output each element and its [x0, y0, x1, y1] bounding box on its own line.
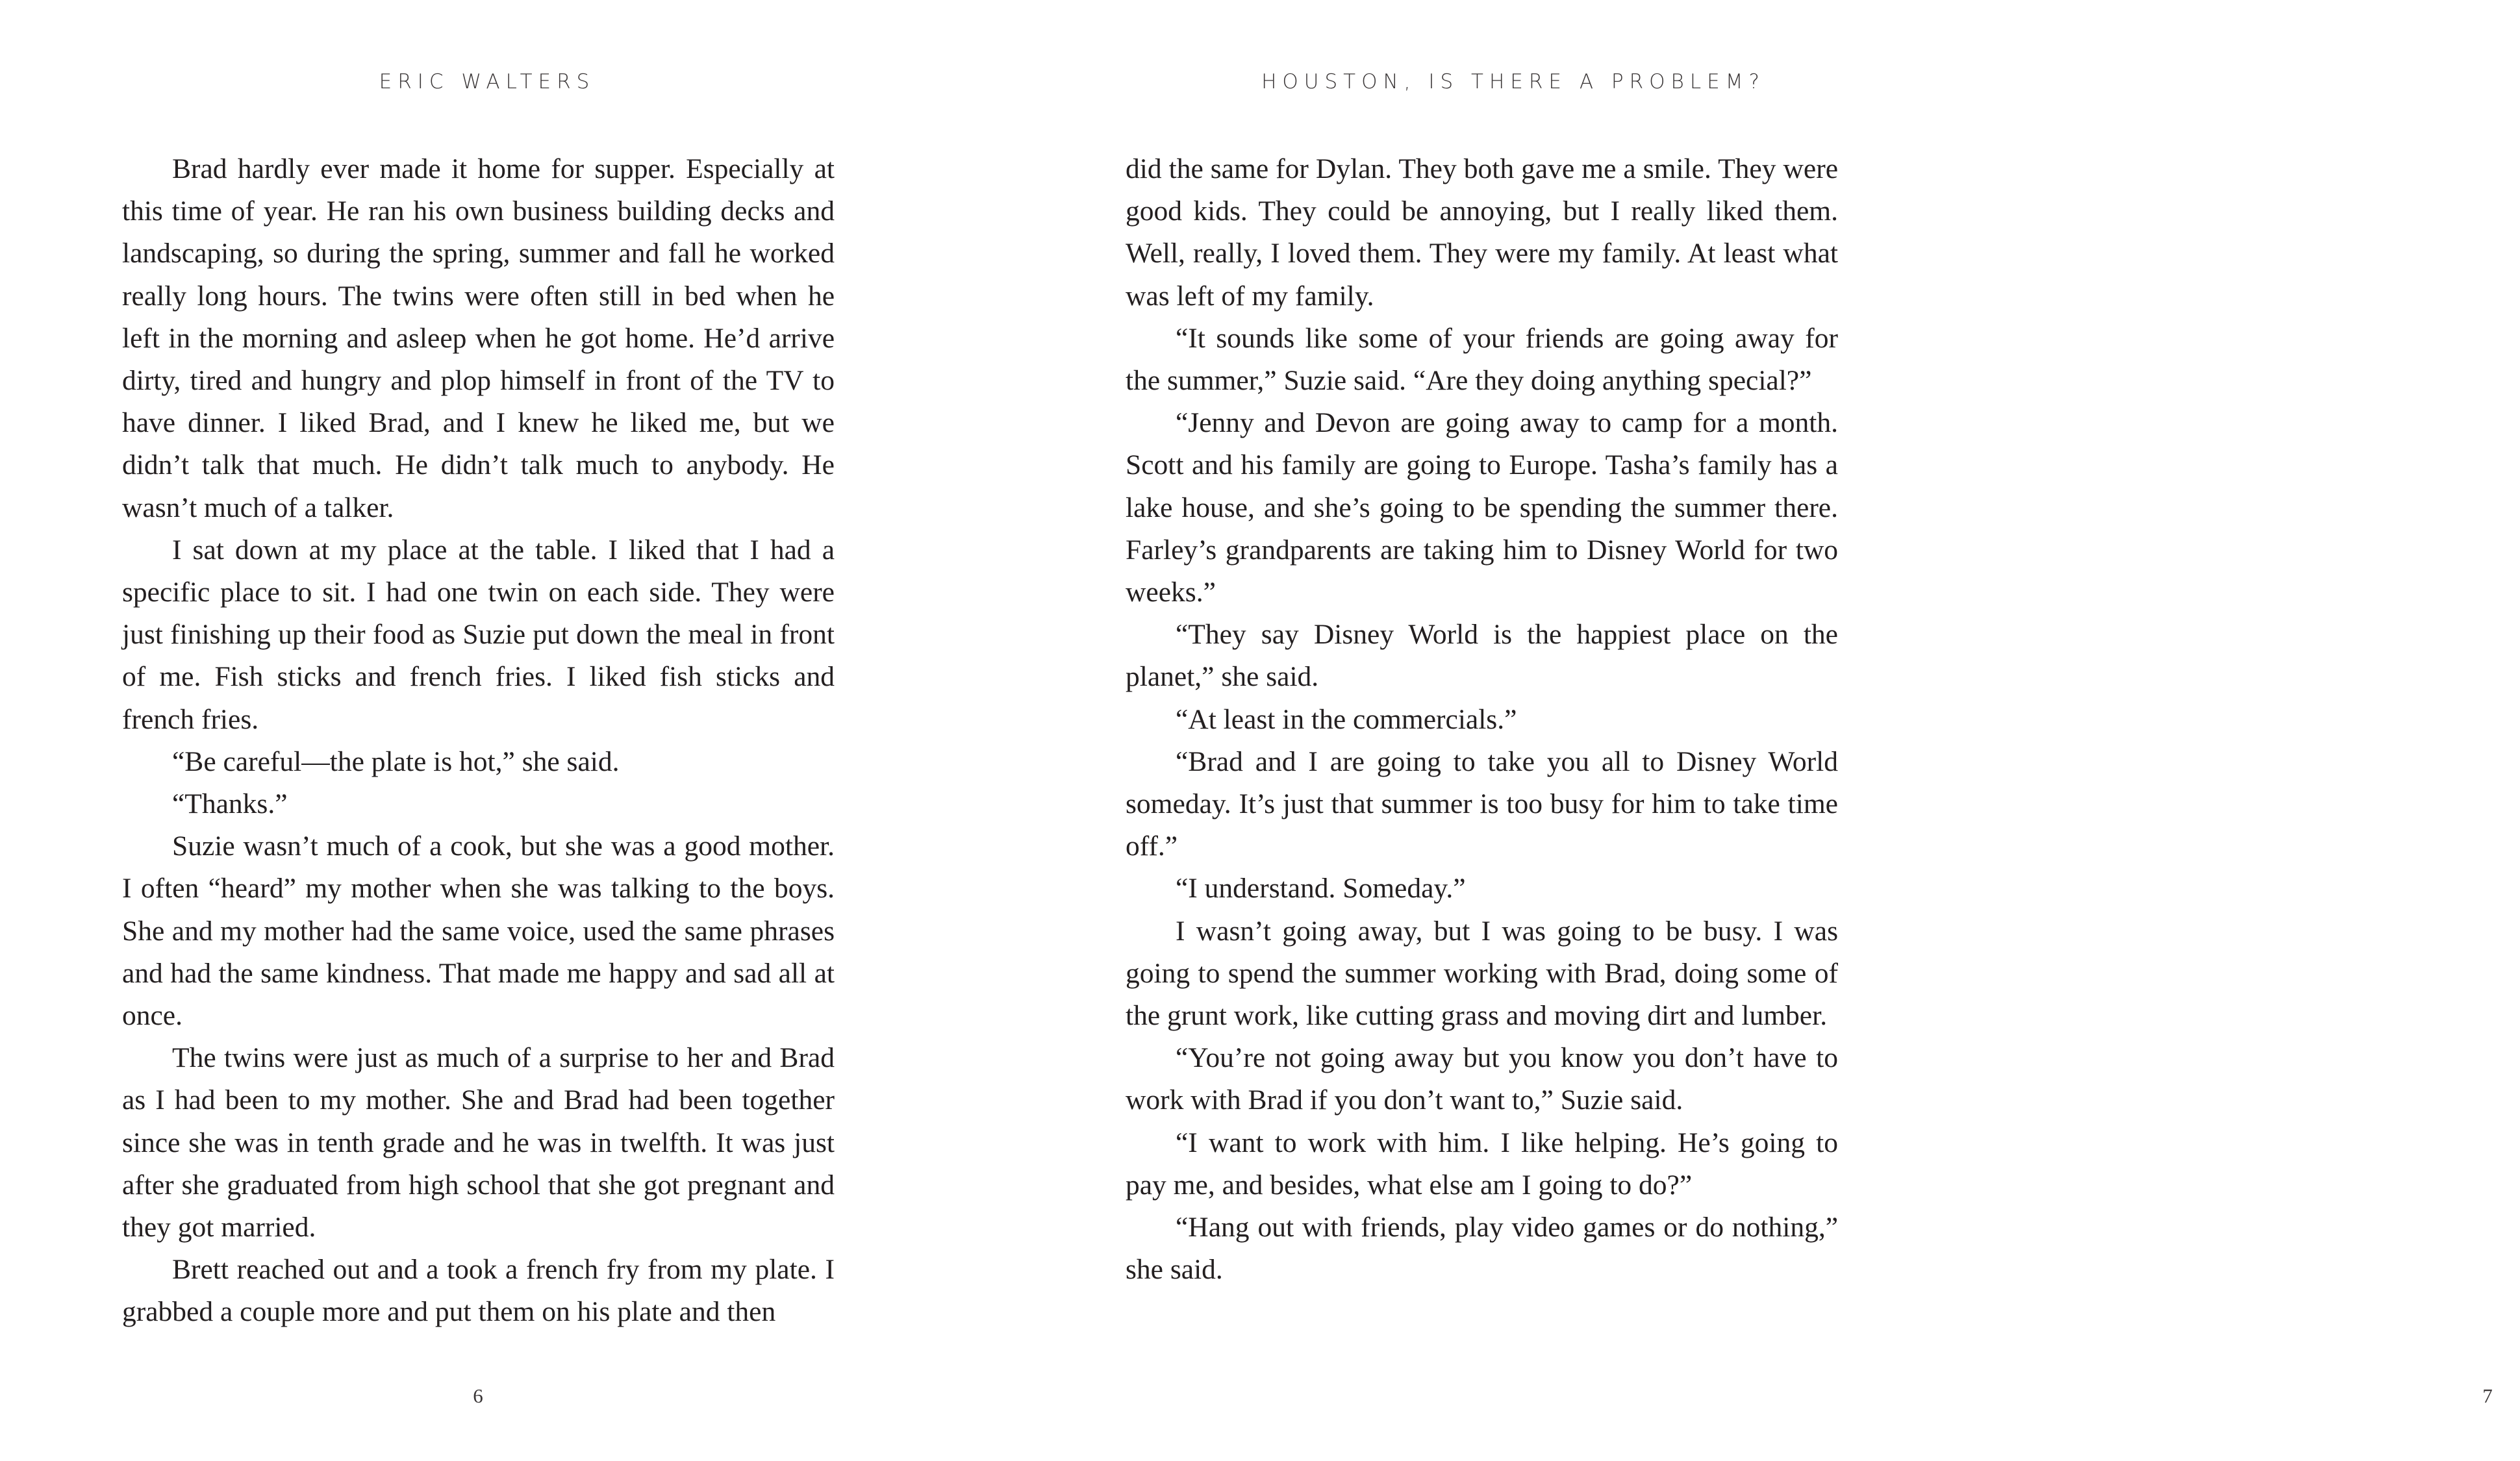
paragraph: Brett reached out and a took a french fry from my plate. I grabbed a couple more and put them on his plate and then [122, 1254, 835, 1328]
paragraph: “Thanks.” [172, 788, 288, 820]
paragraph: “Be careful—the plate is hot,” she said. [172, 745, 620, 777]
paragraph: “I want to work with him. I like helping. He’s going to pay me, and besides, what else am I going to do?” [1126, 1127, 1838, 1201]
right-page [974, 0, 2493, 1461]
left-page [0, 0, 974, 1461]
paragraph: “I understand. Someday.” [1176, 873, 1466, 905]
paragraph: “It sounds like some of your friends are going away for the summer,” Suzie said. “Are they doing anything special?” [1126, 322, 1838, 397]
paragraph: The twins were just as much of a surprise to her and Brad as I had been to my mother. She and Brad had been together since she was in tenth grade and he was in twelfth. It was just after she graduated from high school that she got pregnant and they got married. [122, 1042, 835, 1243]
paragraph: “They say Disney World is the happiest place on the planet,” she said. [1126, 619, 1838, 693]
body-text-right [1126, 148, 1838, 1291]
paragraph: I sat down at my place at the table. I liked that I had a specific place to sit. I had one twin on each side. They were just finishing up their food as Suzie put down the meal in front of me. Fish sticks and french fries. I liked fish sticks and french fries. [122, 534, 835, 735]
paragraph: “You’re not going away but you know you don’t have to work with Brad if you don’t want to,” Suzie said. [1126, 1042, 1838, 1116]
running-head-author: ERIC WALTERS [379, 70, 596, 94]
page-number: 7 [2482, 1384, 2493, 1407]
paragraph: I wasn’t going away, but I was going to be busy. I was going to spend the summer working with Brad, doing some of the grunt work, like cutting grass and moving dirt and lumber. [1126, 915, 1838, 1032]
paragraph: “At least in the commercials.” [1176, 703, 1517, 735]
paragraph: Suzie wasn’t much of a cook, but she was a good mother. I often “heard” my mother when she was talking to the boys. She and my mother had the same voice, used the same phrases and had the same kindness. That made me happy and sad all at once. [122, 830, 835, 1032]
paragraph: Brad hardly ever made it home for supper. Especially at this time of year. He ran his own business building decks and landscaping, so during the spring, summer and fall he worked really long hours. The twins were often still in bed when he left in the morning and asleep when he got home. He’d arrive dirty, tired and hungry and plop himself in front of the TV to have dinner. I liked Brad, and I knew he liked me, but we didn’t talk that much. He didn’t talk much to anybody. He wasn’t much of a talker. [122, 153, 835, 523]
page-number: 6 [473, 1384, 483, 1407]
paragraph: “Brad and I are going to take you all to Disney World someday. It’s just that summer is too busy for him to take time off.” [1126, 745, 1838, 862]
running-head-title: HOUSTON, IS THERE A PROBLEM? [1261, 70, 1765, 94]
paragraph-continued: did the same for Dylan. They both gave me a smile. They were good kids. They could be annoying, but I really liked them. Well, really, I loved them. They were my family. At least what was left of my family. [1126, 153, 1838, 312]
paragraph: “Jenny and Devon are going away to camp for a month. Scott and his family are going to Europe. Tasha’s family has a lake house, and she’s going to be spending the summer there. Farley’s grandparents are taking him to Disney World for two weeks.” [1126, 407, 1838, 608]
body-text-left [122, 148, 835, 1334]
paragraph: “Hang out with friends, play video games or do nothing,” she said. [1126, 1212, 1838, 1286]
